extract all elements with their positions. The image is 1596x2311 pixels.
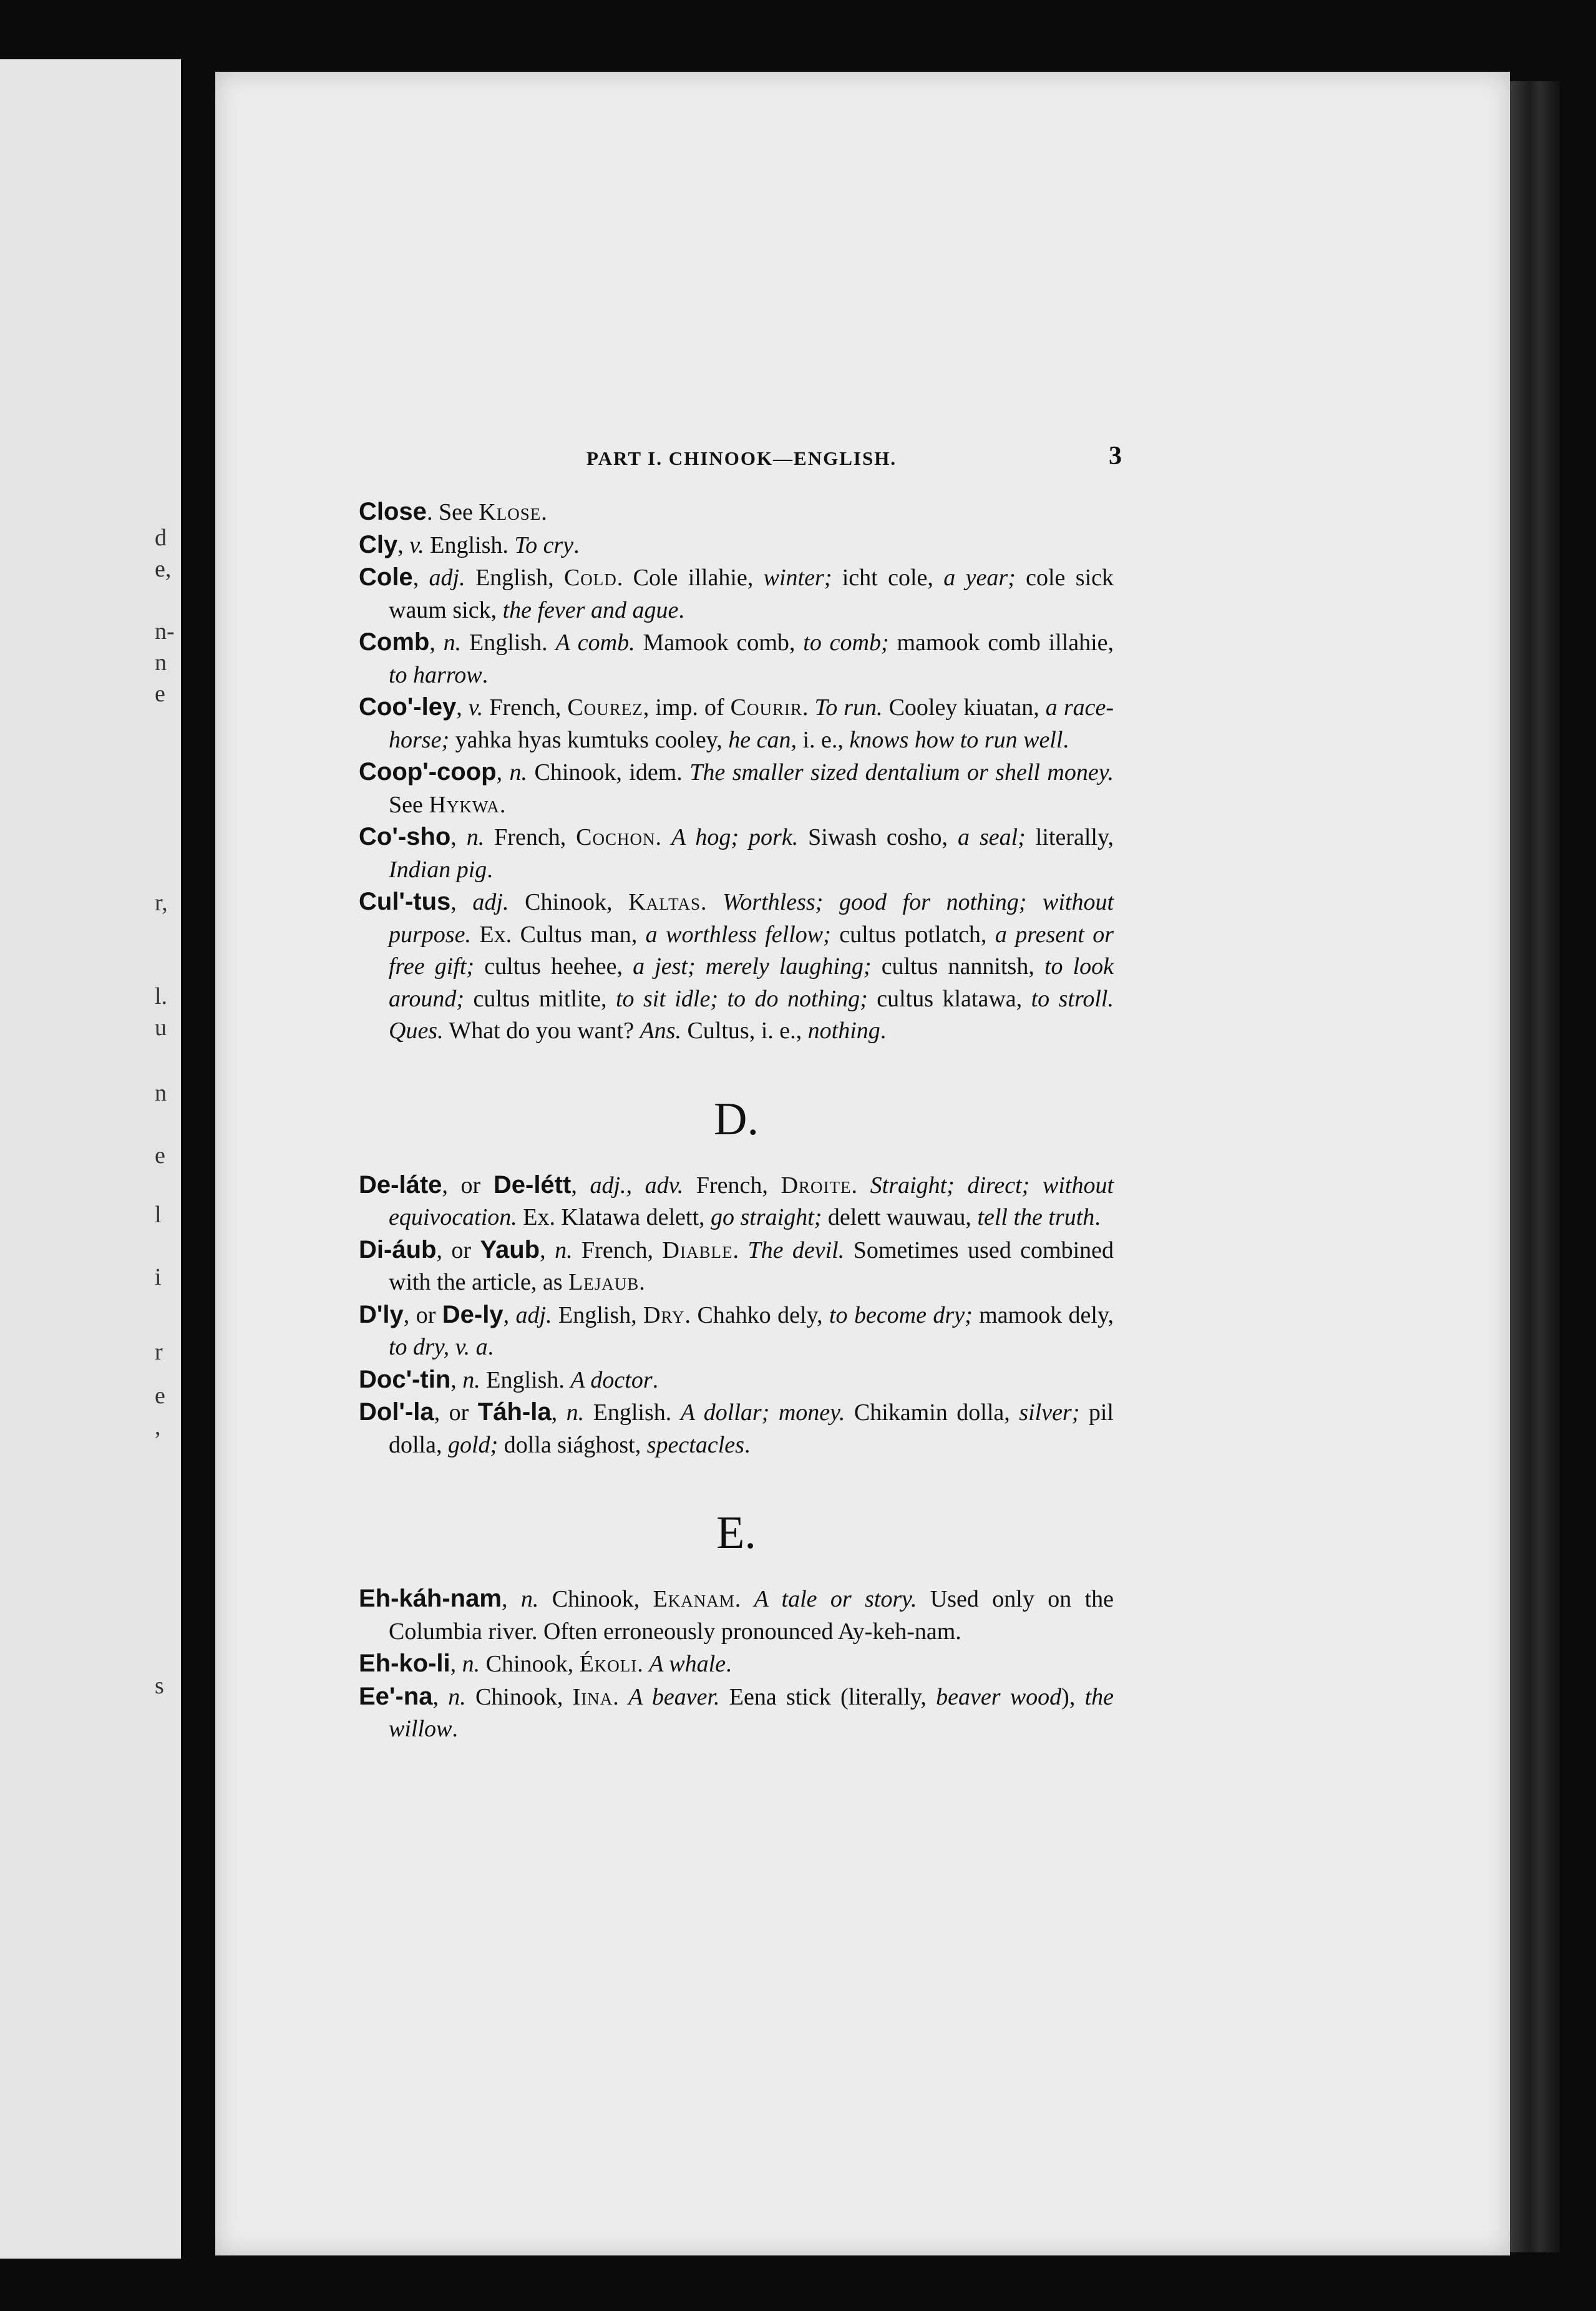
headword: Cly — [359, 530, 398, 558]
headword: Co'-sho — [359, 823, 451, 850]
left-margin-char: n — [155, 1080, 167, 1106]
entry-cosho: Co'-sho, n. French, Cochon. A hog; pork. Siwash cosho, a seal; literally, Indian pig. — [359, 823, 1114, 883]
entry-ehkoli: Eh-ko-li, n. Chinook, Ékoli. A whale. — [359, 1650, 732, 1677]
entry-ehkahnam: Eh-káh-nam, n. Chinook, Ekanam. A tale or story. Used only on the Columbia river. Often erroneously pronounced Ay-keh-nam. — [359, 1585, 1114, 1645]
headword: De-létt — [493, 1170, 572, 1199]
headword: Comb — [359, 628, 430, 656]
running-header — [368, 440, 1123, 477]
entry-comb: Comb, n. English. A comb. Mamook comb, to comb; mamook comb illahie, to harrow. — [359, 628, 1114, 688]
entry-cooley: Coo'-ley, v. French, Courez, imp. of Courir. To run. Cooley kiuatan, a race-horse; yahka hyas kumtuks cooley, he can, i. e., knows how to run well. — [359, 693, 1114, 753]
left-margin-char: l — [155, 1202, 162, 1228]
section-letter-e: E. — [716, 1507, 756, 1559]
page-number: 3 — [1109, 442, 1123, 470]
headword: Cole — [359, 563, 413, 591]
entry-diaub: Di-áub, or Yaub, n. French, Diable. The devil. Sometimes used combined with the article, as Lejaub. — [359, 1235, 1114, 1295]
left-margin-char: i — [155, 1264, 162, 1290]
left-margin-char: l. — [155, 983, 168, 1010]
left-margin-char: d — [155, 525, 167, 551]
entry-eena: Ee'-na, n. Chinook, Iina. A beaver. Eena stick (literally, beaver wood), the willow. — [359, 1682, 1114, 1742]
entry-close: Close. See Klose. — [359, 498, 547, 525]
left-margin-char: e — [155, 1142, 165, 1169]
left-margin-char: s — [155, 1673, 164, 1699]
entry-dly: D'ly, or De-ly, adj. English, Dry. Chahko dely, to become dry; mamook dely, to dry, v. a. — [359, 1300, 1114, 1360]
entry-cly: Cly, v. English. To cry. — [359, 530, 580, 558]
entry-coopcoop: Coop'-coop, n. Chinook, idem. The smaller sized dentalium or shell money. See Hykwa. — [359, 758, 1114, 818]
headword: Dol'-la — [359, 1398, 434, 1426]
headword: De-láte — [359, 1170, 442, 1199]
entry-dolla: Dol'-la, or Táh-la, n. English. A dollar; money. Chikamin dolla, silver; pil dolla, gold; dolla siághost, spectacles. — [359, 1398, 1114, 1458]
entry-doctin: Doc'-tin, n. English. A doctor. — [359, 1365, 659, 1393]
headword: Coop'-coop — [359, 758, 497, 786]
section-letter-d: D. — [714, 1093, 759, 1145]
left-margin-char: e — [155, 681, 165, 707]
entry-delate: De-láte, or De-létt, adj., adv. French, Droite. Straight; direct; without equivocation. Ex. Klatawa delett, go straight; delett wauwau, tell the truth. — [359, 1170, 1114, 1230]
headword: Ee'-na — [359, 1682, 433, 1710]
left-margin-char: , — [155, 1414, 161, 1440]
headword: Eh-káh-nam — [359, 1585, 502, 1612]
left-margin-char: n- — [155, 618, 175, 645]
left-margin-char: r, — [155, 890, 168, 916]
headword: Close — [359, 498, 427, 525]
headword: Táh-la — [477, 1398, 552, 1426]
left-margin-char: e — [155, 1383, 165, 1409]
headword: Yaub — [480, 1235, 540, 1263]
left-page-edge — [0, 59, 181, 2259]
left-margin-char: u — [155, 1014, 167, 1041]
headword: De-ly — [442, 1300, 504, 1328]
entry-cultus: Cul'-tus, adj. Chinook, Kaltas. Worthless; good for nothing; without purpose. Ex. Cultus man, a worthless fellow; cultus potlatch, a present or free gift; cultus heehee, a jest; merely laughing; cultus nannitsh, to look around; cultus mitlite, to sit idle; to do nothing; cultus klatawa, to stroll. Ques. What do you want? Ans. Cultus, i. e., nothing. — [359, 888, 1114, 1044]
headword: Di-áub — [359, 1235, 437, 1263]
left-margin-char: e, — [155, 556, 172, 582]
entry-cole: Cole, adj. English, Cold. Cole illahie, winter; icht cole, a year; cole sick waum sick, the fever and ague. — [359, 563, 1114, 623]
left-margin-char: n — [155, 650, 167, 676]
left-margin-char: r — [155, 1339, 163, 1365]
header-title: PART I. CHINOOK—ENGLISH. — [586, 447, 897, 469]
headword: Cul'-tus — [359, 888, 451, 915]
headword: Eh-ko-li — [359, 1650, 450, 1677]
headword: D'ly — [359, 1300, 404, 1328]
headword: Coo'-ley — [359, 693, 457, 721]
headword: Doc'-tin — [359, 1365, 451, 1393]
book-binding-edge — [1510, 81, 1560, 2252]
dictionary-content — [359, 496, 1114, 1746]
